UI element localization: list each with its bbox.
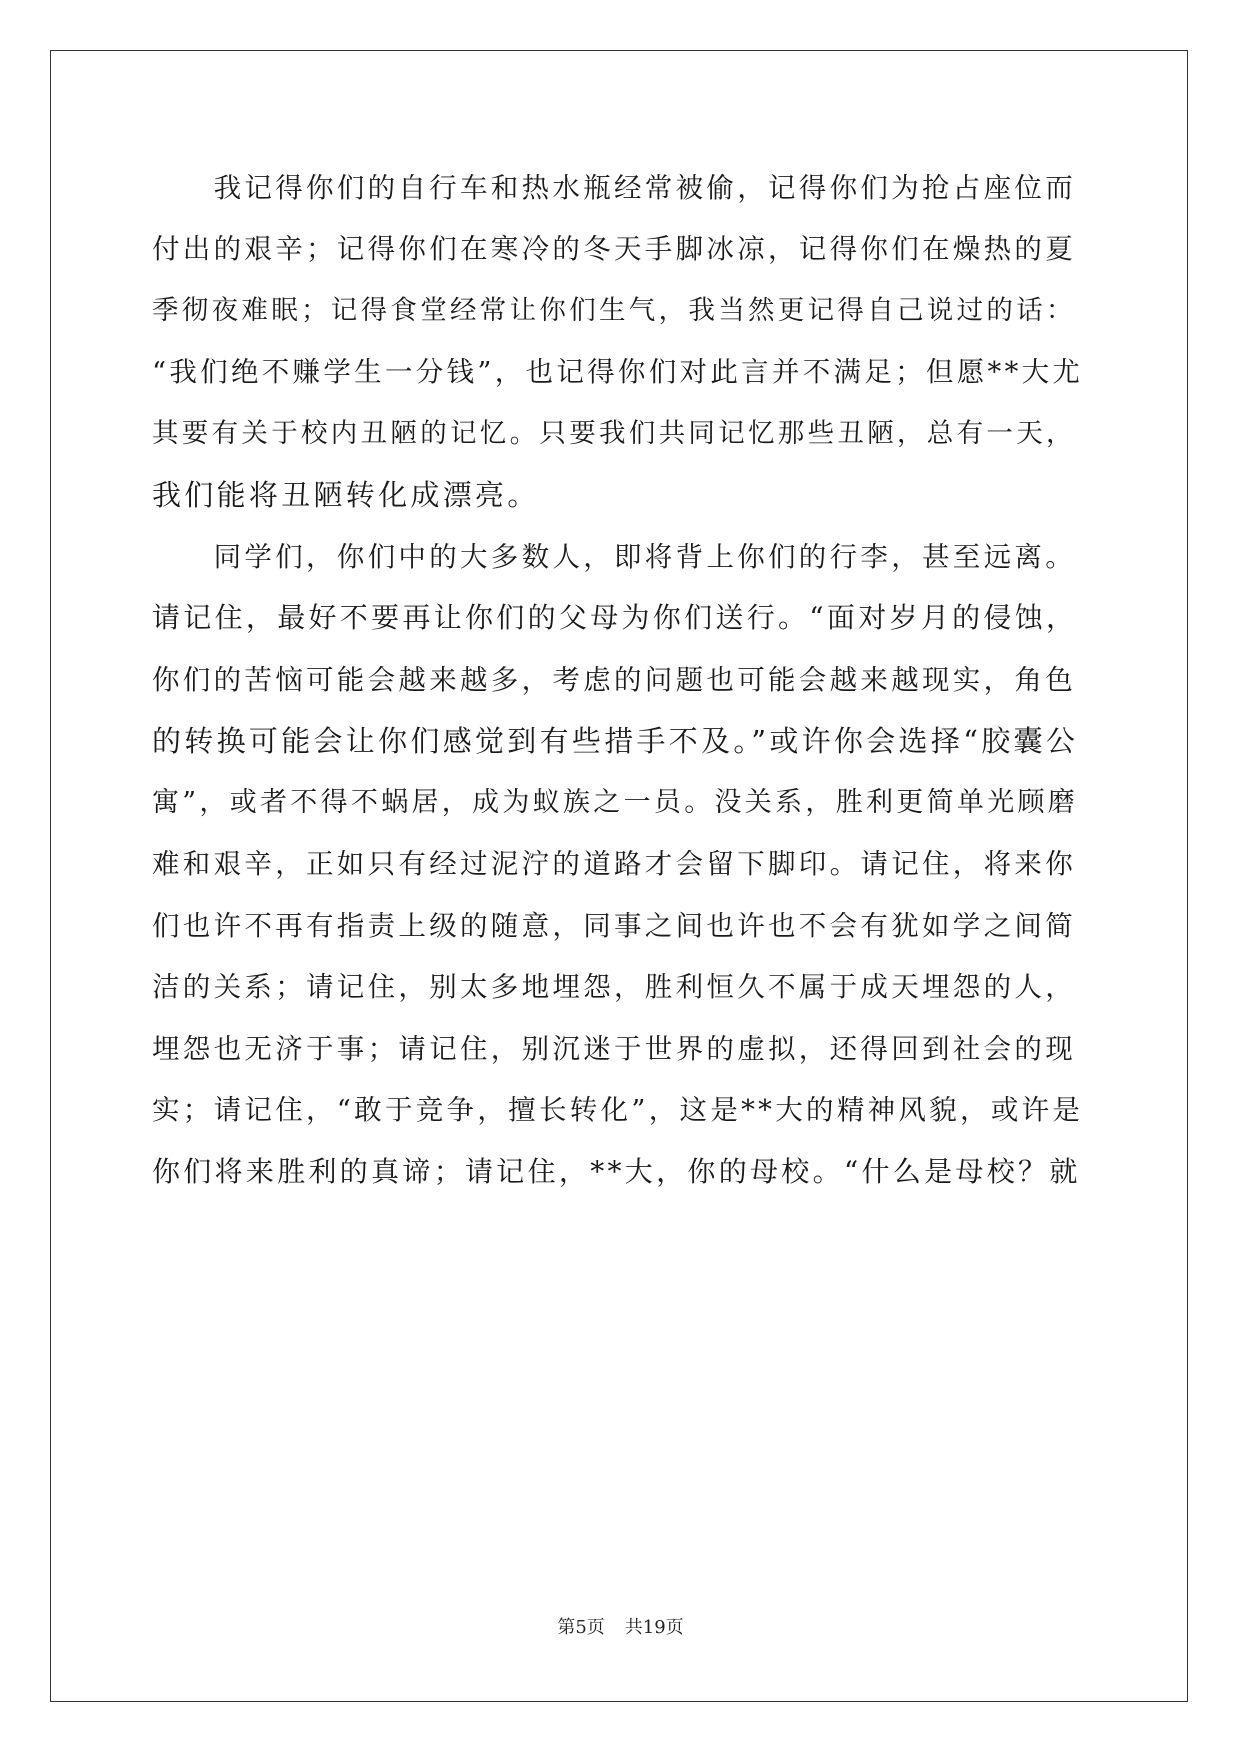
total-prefix: 共 <box>624 1617 643 1638</box>
text-line: 我们能将丑陋转化成漂亮。 <box>152 478 540 512</box>
text-line: “我们绝不赚学生一分钱”，也记得你们对此言并不满足；但愿**大尤 <box>152 356 1084 388</box>
text-line: 我记得你们的自行车和热水瓶经常被偷，记得你们为抢占座位而 <box>152 172 1076 204</box>
page-current: 5 <box>575 1617 587 1638</box>
text-line: 付出的艰辛；记得你们在寒冷的冬天手脚冰凉，记得你们在燥热的夏 <box>152 233 1076 265</box>
text-line: 同学们，你们中的大多数人，即将背上你们的行李，甚至远离。 <box>152 541 1076 573</box>
page-total: 19 <box>642 1617 666 1638</box>
text-line: 的转换可能会让你们感觉到有些措手不及。”或许你会选择“胶囊公 <box>152 724 1079 758</box>
page-suffix: 页 <box>586 1617 605 1638</box>
text-line: 埋怨也无济于事；请记住，别沉迷于世界的虚拟，还得回到社会的现 <box>152 1033 1076 1065</box>
text-line: 寓”，或者不得不蜗居，成为蚁族之一员。没关系，胜利更简单光顾磨 <box>152 787 1079 818</box>
text-line: 季彻夜难眠；记得食堂经常让你们生气，我当然更记得自己说过的话： <box>152 295 1076 326</box>
page-prefix: 第 <box>557 1617 576 1638</box>
page-footer <box>0 1616 1241 1640</box>
text-line: 难和艰辛，正如只有经过泥泞的道路才会留下脚印。请记住，将来你 <box>152 848 1076 880</box>
text-line: 请记住，最好不要再让你们的父母为你们送行。“面对岁月的侵蚀， <box>152 601 1078 634</box>
text-line: 你们将来胜利的真谛；请记住，**大，你的母校。“什么是母校？就 <box>152 1155 1081 1188</box>
text-line: 其要有关于校内丑陋的记忆。只要我们共同记忆那些丑陋，总有一天， <box>152 418 1076 449</box>
text-line: 洁的关系；请记住，别太多地埋怨，胜利恒久不属于成天埋怨的人， <box>152 971 1076 1003</box>
text-line: 你们的苦恼可能会越来越多，考虑的问题也可能会越来越现实，角色 <box>152 664 1076 696</box>
text-line: 实；请记住，“敢于竞争，擅长转化”，这是**大的精神风貌，或许是 <box>152 1094 1084 1126</box>
text-line: 们也许不再有指责上级的随意，同事之间也许也不会有犹如学之间简 <box>152 910 1076 942</box>
total-suffix: 页 <box>665 1617 684 1638</box>
